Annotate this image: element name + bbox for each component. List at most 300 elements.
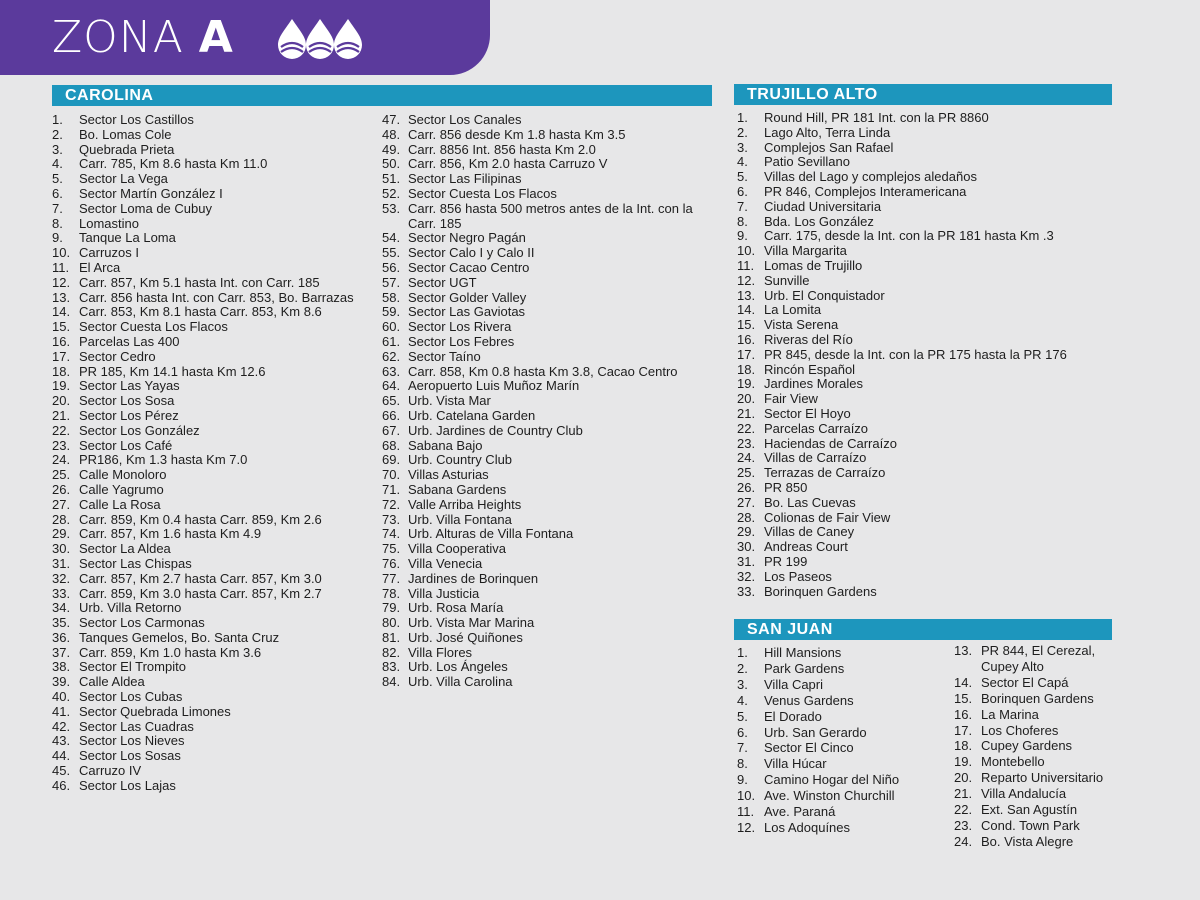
list-item-number: 73.	[382, 511, 401, 527]
list-item	[382, 261, 707, 276]
list-item-number: 8.	[52, 215, 63, 231]
list-item-text: Colionas de Fair View	[764, 509, 891, 525]
list-item-text: Parcelas Carraízo	[764, 420, 869, 436]
carolina-list-col-1	[52, 113, 374, 794]
list-item-number: 37.	[52, 644, 71, 660]
list-item	[737, 185, 1109, 200]
list-item	[737, 820, 947, 836]
list-item-text: Reparto Universitario	[981, 770, 1104, 786]
section-bar-trujillo-alto	[734, 84, 1112, 105]
list-item-text: Sector Las Chispas	[79, 555, 192, 571]
list-item-number: 12.	[737, 819, 756, 835]
list-item	[954, 802, 1129, 818]
list-item-text: Terrazas de Carraízo	[764, 465, 886, 481]
list-item-text: Sector El Capá	[981, 674, 1069, 690]
list-item-number: 61.	[382, 333, 401, 349]
list-item-number: 11.	[52, 259, 70, 275]
list-item	[52, 542, 374, 557]
list-item	[52, 468, 374, 483]
list-item	[737, 804, 947, 820]
list-item	[382, 113, 707, 128]
list-item	[382, 246, 707, 261]
list-item	[737, 244, 1109, 259]
list-item	[737, 540, 1109, 555]
list-item-text: Urb. José Quiñones	[408, 629, 523, 645]
list-item	[737, 496, 1109, 511]
list-item-number: 5.	[52, 171, 63, 187]
list-item	[737, 437, 1109, 452]
list-item-number: 15.	[737, 317, 756, 333]
san-juan-list-col-1	[737, 645, 947, 836]
list-item	[52, 601, 374, 616]
list-item-number: 31.	[737, 553, 756, 569]
list-item	[737, 661, 947, 677]
list-item-number: 57.	[382, 274, 401, 290]
list-item-text: Hill Mansions	[764, 645, 842, 660]
list-item-number: 53.	[382, 200, 401, 216]
list-item-number: 48.	[382, 126, 401, 142]
list-item-number: 45.	[52, 763, 71, 779]
carolina-list-col-2	[382, 113, 707, 690]
list-item-number: 4.	[737, 154, 748, 170]
list-item	[737, 111, 1109, 126]
list-item	[382, 601, 707, 616]
list-item	[382, 498, 707, 513]
list-item	[382, 143, 707, 158]
list-item-number: 79.	[382, 600, 401, 616]
list-item-number: 83.	[382, 659, 401, 675]
zone-title-light: ZONA	[52, 12, 184, 63]
list-item-text: Villa Flores	[408, 644, 473, 660]
list-item-number: 2.	[737, 660, 748, 676]
list-item-text: Patio Sevillano	[764, 154, 850, 170]
list-item-text: Sector Los Rivera	[408, 319, 512, 335]
list-item-number: 23.	[954, 817, 973, 833]
list-item-number: 11.	[737, 804, 755, 820]
list-item-number: 24.	[52, 452, 71, 468]
list-item-text: Villas del Lago y complejos aledaños	[764, 169, 977, 185]
list-item	[382, 646, 707, 661]
list-item	[737, 645, 947, 661]
list-item	[737, 570, 1109, 585]
list-item-text: Carr. 857, Km 1.6 hasta Km 4.9	[79, 526, 262, 542]
list-item-number: 64.	[382, 378, 401, 394]
list-item	[382, 231, 707, 246]
list-item	[52, 217, 374, 232]
list-item	[737, 677, 947, 693]
list-item	[954, 818, 1129, 834]
list-item-number: 19.	[954, 754, 973, 770]
list-item-number: 24.	[737, 450, 756, 466]
list-item-text: Jardines Morales	[764, 376, 863, 392]
list-item	[52, 483, 374, 498]
list-item-text: La Lomita	[764, 302, 822, 318]
list-item	[382, 320, 707, 335]
list-item	[382, 616, 707, 631]
list-item-text: Montebello	[981, 754, 1045, 770]
list-item-text: Urb. Villa Carolina	[408, 674, 513, 690]
list-item-text: Villa Andalucía	[981, 786, 1067, 802]
list-item-number: 77.	[382, 570, 401, 586]
list-item-text: PR 850	[764, 479, 808, 495]
list-item-number: 16.	[52, 333, 71, 349]
list-item-number: 33.	[737, 583, 756, 599]
list-item	[52, 143, 374, 158]
list-item-number: 6.	[737, 724, 748, 740]
list-item-number: 19.	[737, 376, 756, 392]
list-item	[954, 643, 1129, 675]
list-item-text: Andreas Court	[764, 539, 848, 555]
list-item-text: Carruzos I	[79, 245, 139, 261]
list-item-text: Sector Los Febres	[408, 333, 515, 349]
list-item	[382, 172, 707, 187]
list-item-number: 52.	[382, 185, 401, 201]
list-item-number: 23.	[52, 437, 71, 453]
list-item	[954, 754, 1129, 770]
list-item-number: 66.	[382, 407, 401, 423]
list-item-number: 20.	[954, 770, 973, 786]
list-item-number: 49.	[382, 141, 401, 157]
list-item	[737, 466, 1109, 481]
list-item-text: Sabana Gardens	[408, 481, 507, 497]
list-item	[382, 675, 707, 690]
list-item-number: 30.	[737, 539, 756, 555]
list-item-number: 81.	[382, 629, 401, 645]
list-item-number: 22.	[954, 802, 973, 818]
list-item	[737, 141, 1109, 156]
list-item-number: 27.	[737, 494, 756, 510]
list-item	[954, 723, 1129, 739]
list-item-number: 55.	[382, 245, 401, 261]
list-item	[382, 631, 707, 646]
list-item	[52, 557, 374, 572]
list-item-number: 1.	[52, 112, 63, 127]
list-item-number: 35.	[52, 615, 71, 631]
list-item-text: Fair View	[764, 391, 818, 407]
list-item	[52, 261, 374, 276]
list-item-number: 5.	[737, 169, 748, 185]
list-item	[382, 557, 707, 572]
list-item-text: Sector Los González	[79, 422, 200, 438]
list-item-number: 15.	[52, 319, 71, 335]
list-item-number: 33.	[52, 585, 71, 601]
list-item-number: 2.	[737, 124, 748, 140]
list-item	[52, 513, 374, 528]
list-item-text: Carr. 857, Km 5.1 hasta Int. con Carr. 185	[79, 274, 320, 290]
list-item	[52, 276, 374, 291]
list-item	[737, 740, 947, 756]
list-item-text: Villa Justicia	[408, 585, 480, 601]
list-item-number: 21.	[52, 407, 71, 423]
list-item-text: Sector Los Sosas	[79, 748, 181, 764]
list-item	[737, 289, 1109, 304]
list-item-text: Sector El Hoyo	[764, 405, 851, 421]
list-item-number: 28.	[737, 509, 756, 525]
list-item	[382, 202, 707, 232]
list-item-text: Sector Cuesta Los Flacos	[79, 319, 228, 335]
list-item-number: 29.	[737, 524, 756, 540]
list-item-number: 43.	[52, 733, 71, 749]
list-item	[954, 786, 1129, 802]
list-item-text: Sector La Vega	[79, 171, 168, 187]
list-item	[737, 511, 1109, 526]
list-item-number: 4.	[737, 692, 748, 708]
list-item-text: El Dorado	[764, 708, 822, 724]
list-item-number: 72.	[382, 496, 401, 512]
list-item-text: Los Adoquínes	[764, 819, 851, 835]
list-item	[52, 764, 374, 779]
list-item-number: 7.	[737, 740, 748, 756]
list-item-number: 50.	[382, 156, 401, 172]
list-item	[382, 350, 707, 365]
list-item	[737, 709, 947, 725]
list-item-number: 68.	[382, 437, 401, 453]
list-item-text: Valle Arriba Heights	[408, 496, 522, 512]
list-item-number: 9.	[52, 230, 63, 246]
list-item-text: Ave. Paraná	[764, 804, 836, 820]
list-item-number: 1.	[737, 110, 748, 125]
list-item-text: Carr. 856 desde Km 1.8 hasta Km 3.5	[408, 126, 626, 142]
list-item-text: Sector Las Gaviotas	[408, 304, 526, 320]
list-item-text: La Marina	[981, 706, 1039, 722]
list-item	[737, 215, 1109, 230]
list-item-number: 26.	[737, 479, 756, 495]
list-item-number: 10.	[52, 245, 71, 261]
list-item-text: Sector Los Carmonas	[79, 615, 205, 631]
list-item-text: Villa Cooperativa	[408, 541, 507, 557]
list-item-text: Sector Los Cubas	[79, 689, 183, 705]
section-bar-san-juan	[734, 619, 1112, 640]
list-item-text: Parcelas Las 400	[79, 333, 180, 349]
trujillo-alto-list	[737, 111, 1109, 599]
list-item-number: 69.	[382, 452, 401, 468]
list-item-number: 23.	[737, 435, 756, 451]
list-item-text: El Arca	[79, 259, 121, 275]
section-bar-carolina	[52, 85, 712, 106]
list-item-number: 17.	[52, 348, 71, 364]
list-item	[737, 259, 1109, 274]
list-item-text: Sector Cacao Centro	[408, 259, 530, 275]
list-item-text: PR 845, desde la Int. con la PR 175 hasta la PR 176	[764, 346, 1067, 362]
list-item-text: Villa Margarita	[764, 243, 847, 259]
list-item	[52, 246, 374, 261]
list-item-number: 25.	[52, 467, 71, 483]
list-item	[382, 157, 707, 172]
list-item-text: Los Paseos	[764, 568, 832, 584]
list-item-number: 62.	[382, 348, 401, 364]
list-item	[382, 513, 707, 528]
list-item-text: Sector Las Filipinas	[408, 171, 522, 187]
list-item-text: Urb. Jardines de Country Club	[408, 422, 583, 438]
list-item-number: 56.	[382, 259, 401, 275]
list-item-text: Urb. El Conquistador	[764, 287, 885, 303]
zone-title-bold: A	[198, 12, 234, 63]
list-item-number: 12.	[52, 274, 71, 290]
list-item-number: 67.	[382, 422, 401, 438]
list-item-text: Sector Los Castillos	[79, 112, 194, 127]
list-item-number: 13.	[52, 289, 71, 305]
water-drops-logo-icon	[276, 17, 364, 61]
list-item-text: PR186, Km 1.3 hasta Km 7.0	[79, 452, 248, 468]
list-item-text: PR 846, Complejos Interamericana	[764, 183, 967, 199]
list-item	[382, 128, 707, 143]
san-juan-list-col-2	[954, 643, 1129, 850]
list-item	[382, 291, 707, 306]
list-item	[52, 128, 374, 143]
list-item-number: 32.	[737, 568, 756, 584]
list-item	[382, 542, 707, 557]
list-item-number: 13.	[737, 287, 756, 303]
list-item-text: Bda. Los González	[764, 213, 874, 229]
list-item-text: Villa Capri	[764, 676, 824, 692]
list-item	[52, 172, 374, 187]
list-item-text: Sector Loma de Cubuy	[79, 200, 212, 216]
list-item	[737, 170, 1109, 185]
list-item	[954, 691, 1129, 707]
list-item	[737, 555, 1109, 570]
list-item-number: 11.	[737, 257, 755, 273]
list-item-number: 76.	[382, 555, 401, 571]
list-item-text: Carr. 856 hasta Int. con Carr. 853, Bo. Barrazas	[79, 289, 354, 305]
list-item	[52, 394, 374, 409]
list-item	[52, 660, 374, 675]
list-item-text: Carr. 853, Km 8.1 hasta Carr. 853, Km 8.6	[79, 304, 322, 320]
list-item-text: Sector Negro Pagán	[408, 230, 526, 246]
list-item-number: 34.	[52, 600, 71, 616]
list-item-text: Tanques Gemelos, Bo. Santa Cruz	[79, 629, 280, 645]
list-item-text: Carr. 859, Km 0.4 hasta Carr. 859, Km 2.6	[79, 511, 322, 527]
list-item-number: 44.	[52, 748, 71, 764]
list-item-number: 70.	[382, 467, 401, 483]
list-item	[52, 187, 374, 202]
list-item-text: Villa Venecia	[408, 555, 483, 571]
list-item-number: 12.	[737, 272, 756, 288]
list-item-text: Quebrada Prieta	[79, 141, 175, 157]
list-item	[52, 631, 374, 646]
list-item-text: Bo. Vista Alegre	[981, 833, 1074, 849]
list-item-number: 21.	[737, 405, 756, 421]
list-item-text: Sector Los Sosa	[79, 393, 175, 409]
list-item-text: Vista Serena	[764, 317, 839, 333]
list-item-text: Haciendas de Carraízo	[764, 435, 897, 451]
list-item	[52, 157, 374, 172]
list-item	[52, 749, 374, 764]
list-item-number: 30.	[52, 541, 71, 557]
list-item-text: Villa Húcar	[764, 756, 827, 772]
list-item-number: 1.	[737, 645, 748, 660]
list-item-text: Borinquen Gardens	[981, 690, 1094, 706]
list-item	[737, 788, 947, 804]
list-item-number: 82.	[382, 644, 401, 660]
list-item	[737, 318, 1109, 333]
list-item	[737, 525, 1109, 540]
list-item	[954, 707, 1129, 723]
list-item-text: Carr. 856 hasta 500 metros antes de la Int. con la Carr. 185	[408, 200, 693, 231]
list-item	[52, 113, 374, 128]
list-item-text: Bo. Las Cuevas	[764, 494, 856, 510]
list-item-number: 17.	[954, 722, 973, 738]
list-item	[52, 202, 374, 217]
list-item-number: 13.	[954, 643, 973, 658]
list-item-text: Sector Calo I y Calo II	[408, 245, 535, 261]
list-item	[52, 675, 374, 690]
list-item	[52, 527, 374, 542]
list-item-number: 24.	[954, 833, 973, 849]
list-item	[737, 126, 1109, 141]
list-item-text: Calle Monoloro	[79, 467, 167, 483]
list-item-number: 26.	[52, 481, 71, 497]
list-item-text: Sabana Bajo	[408, 437, 483, 453]
list-item-text: Rincón Español	[764, 361, 856, 377]
list-item-number: 58.	[382, 289, 401, 305]
list-item-number: 31.	[52, 555, 71, 571]
list-item-text: Carr. 859, Km 1.0 hasta Km 3.6	[79, 644, 262, 660]
list-item-text: Urb. Country Club	[408, 452, 513, 468]
list-item-text: Urb. Los Ángeles	[408, 659, 508, 675]
list-item	[737, 377, 1109, 392]
list-item-text: PR 185, Km 14.1 hasta Km 12.6	[79, 363, 266, 379]
list-item-text: Sector Golder Valley	[408, 289, 527, 305]
list-item-text: Sector Los Pérez	[79, 407, 179, 423]
list-item-text: Lomastino	[79, 215, 139, 231]
list-item-text: Tanque La Loma	[79, 230, 176, 246]
list-item	[737, 772, 947, 788]
list-item	[382, 439, 707, 454]
list-item-text: Sector Los Canales	[408, 112, 522, 127]
list-item	[737, 422, 1109, 437]
list-item	[737, 155, 1109, 170]
list-item-number: 80.	[382, 615, 401, 631]
list-item-text: PR 844, El Cerezal, Cupey Alto	[981, 643, 1096, 674]
list-item-text: Urb. Vista Mar Marina	[408, 615, 535, 631]
list-item-number: 36.	[52, 629, 71, 645]
list-item-text: Carr. 785, Km 8.6 hasta Km 11.0	[79, 156, 268, 172]
list-item	[954, 834, 1129, 850]
list-item-number: 16.	[954, 706, 973, 722]
list-item-number: 78.	[382, 585, 401, 601]
list-item-text: Cond. Town Park	[981, 817, 1080, 833]
list-item	[382, 468, 707, 483]
section-title-san-juan: SAN JUAN	[747, 621, 833, 638]
list-item-text: Riveras del Río	[764, 331, 853, 347]
list-item-text: Urb. Alturas de Villa Fontana	[408, 526, 574, 542]
list-item-text: Carr. 859, Km 3.0 hasta Carr. 857, Km 2.7	[79, 585, 322, 601]
list-item-text: Sector El Cinco	[764, 740, 854, 756]
list-item-number: 14.	[52, 304, 71, 320]
list-item-text: Sunville	[764, 272, 810, 288]
list-item-text: Calle Aldea	[79, 674, 145, 690]
list-item	[382, 424, 707, 439]
list-item-number: 27.	[52, 496, 71, 512]
list-item-number: 47.	[382, 112, 401, 127]
list-item	[737, 451, 1109, 466]
list-item-text: Sector Martín González I	[79, 185, 223, 201]
list-item	[382, 409, 707, 424]
list-item-text: Complejos San Rafael	[764, 139, 894, 155]
list-item	[382, 453, 707, 468]
list-item	[737, 756, 947, 772]
list-item-text: Urb. Catelana Garden	[408, 407, 536, 423]
list-item-number: 51.	[382, 171, 401, 187]
list-item-text: Sector Los Café	[79, 437, 173, 453]
section-title-carolina: CAROLINA	[65, 87, 154, 104]
list-item	[382, 335, 707, 350]
list-item-text: Villas Asturias	[408, 467, 489, 483]
list-item	[382, 276, 707, 291]
list-item-text: Calle Yagrumo	[79, 481, 164, 497]
list-item-text: PR 199	[764, 553, 808, 569]
list-item-number: 40.	[52, 689, 71, 705]
